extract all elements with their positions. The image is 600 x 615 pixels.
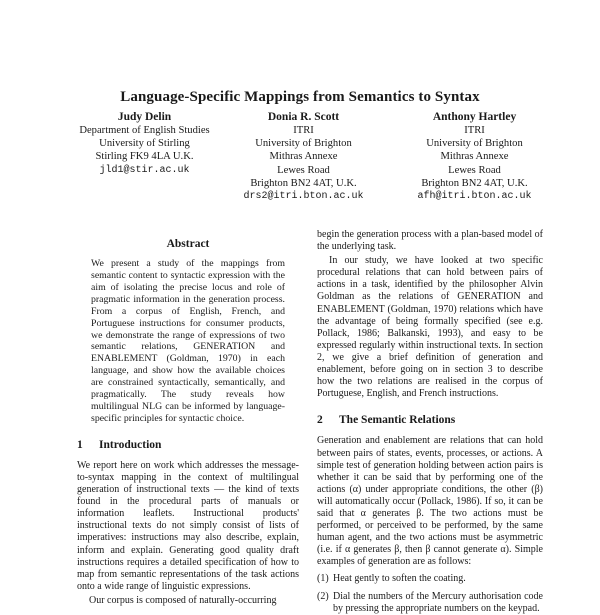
- example-item: [317, 573, 543, 585]
- right-column: [317, 229, 543, 615]
- author-affiliation-line: Lewes Road: [448, 164, 501, 176]
- intro-paragraph: Our corpus is composed of naturally-occurring: [89, 594, 277, 606]
- example-text: Heat gently to soften the coating.: [333, 573, 466, 585]
- author-affiliation-line: Lewes Road: [277, 164, 330, 176]
- author-affiliation-line: University of Brighton: [426, 138, 523, 150]
- abstract-heading: Abstract: [166, 238, 210, 250]
- author-affiliation-line: Stirling FK9 4LA U.K.: [95, 151, 194, 163]
- example-item: [317, 591, 543, 615]
- author-affiliation-line: ITRI: [293, 125, 314, 136]
- author-name: Judy Delin: [117, 111, 172, 123]
- author-email: jld1@stir.ac.uk: [99, 164, 190, 176]
- section-number: 1: [77, 438, 83, 451]
- example-number: (1): [317, 573, 329, 585]
- author-name: Donia R. Scott: [267, 111, 340, 123]
- author-affiliation-line: University of Stirling: [99, 138, 190, 150]
- section-title: Introduction: [99, 438, 162, 451]
- paper-title: Language-Specific Mappings from Semantics to Syntax: [120, 89, 480, 105]
- body-paragraph: Generation and enablement are relations that can hold between pairs of states, events, processes, or actions. A simple test of generation holding between action pairs is whether it can be said that by performing one of the actions (α) under appropriate conditions, the other (β) will automatically occur (Pollack, 1986). If so, it can be said that α generates β. The two actions must be performed, or perceived to be performed, by the same human agent, and the two actions must be asymmetric (i.e. if α generates β, then β cannot generate α). Simple examples of generation are as follows:: [317, 435, 543, 568]
- author-email: drs2@itri.bton.ac.uk: [243, 191, 364, 203]
- section-heading-introduction: [77, 439, 299, 451]
- example-text: Dial the numbers of the Mercury authorisation code by pressing the appropriate numbers on the keypad.: [333, 590, 543, 614]
- section-number: 2: [317, 414, 323, 427]
- section-heading-semantic-relations: [317, 414, 543, 426]
- author-email: afh@itri.bton.ac.uk: [417, 191, 532, 203]
- author-affiliation-line: Brighton BN2 4AT, U.K.: [250, 177, 357, 189]
- author-affiliation-line: University of Brighton: [255, 138, 352, 150]
- section-title: The Semantic Relations: [339, 414, 456, 427]
- author-block: [62, 110, 227, 177]
- abstract-text: We present a study of the mappings from semantic content to syntactic expression with the aim of isolating the precise locus and role of pragmatic information in the generation process. From a corpus of English, French, and Portuguese instructions for consumer products, we demonstrate the range of expressions of two semantic relations, GENERATION and ENABLEMENT (Goldman, 1970) in each language, and show how the available choices are constrained syntactically, semantically, and pragmatically. The study reveals how multilingual NLG can be informed by language-specific principles for syntactic choice.: [91, 258, 285, 424]
- author-block: [392, 110, 557, 203]
- body-paragraph: In our study, we have looked at two specific procedural relations that can hold between pairs of actions in a task, identified by the philosopher Alvin Goldman as the relations of GENERATION and ENABLEMENT (Goldman, 1970) relations which have the advantage of being formally specified (see e.g. Pollack, 1986; Balkanski, 1993), and easy to be expressed regularly within instructional texts. In section 2, we give a brief definition of generation and enablement, before going on in section 3 to describe how the two relations are realised in the corpus of Portuguese, English, and French instructions.: [317, 255, 543, 400]
- author-affiliation-line: Department of English Studies: [79, 125, 210, 136]
- author-affiliation-line: Mithras Annexe: [269, 151, 338, 163]
- intro-paragraph: We report here on work which addresses the message-to-syntax mapping in the context of multilingual generation of instructional texts — the kind of texts found in the procedural parts of manuals or information leaflets. Instructional products' instructional texts do not simply consist of lists of imperatives: instructions may also describe, explain, inform and explain. Generating good quality draft instructions requires a detailed specification of how to map from semantic representations of the task actions onto a wide range of linguistic expressions.: [77, 459, 299, 592]
- author-affiliation-line: Brighton BN2 4AT, U.K.: [421, 177, 528, 189]
- left-column: [77, 238, 299, 609]
- author-affiliation-line: Mithras Annexe: [440, 151, 509, 163]
- body-paragraph: begin the generation process with a plan-based model of the underlying task.: [317, 229, 543, 253]
- example-number: (2): [317, 590, 329, 602]
- author-affiliation-line: ITRI: [464, 125, 485, 136]
- author-block: [221, 110, 386, 203]
- author-name: Anthony Hartley: [432, 111, 517, 123]
